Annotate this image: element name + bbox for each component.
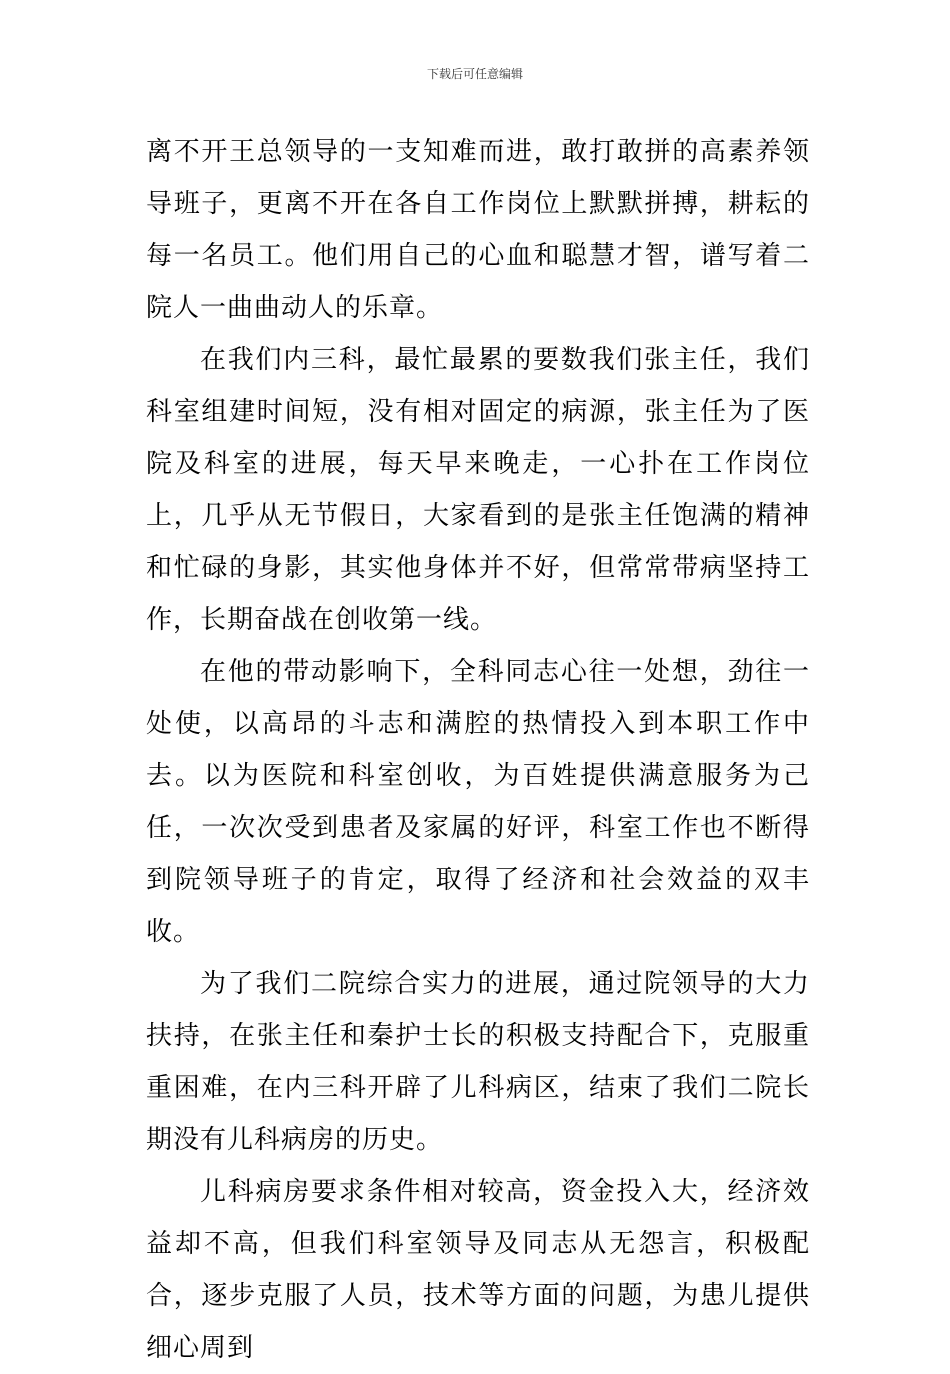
paragraph-3: 在他的带动影响下，全科同志心往一处想，劲往一处使，以高昂的斗志和满腔的热情投入到本职工作中去。以为医院和科室创收，为百姓提供满意服务为己任，一次次受到患者及家属的好评，科室工作也不断得到院领导班子的肯定，取得了经济和社会效益的双丰收。 bbox=[146, 657, 810, 947]
paragraph-5: 儿科病房要求条件相对较高，资金投入大，经济效益却不高，但我们科室领导及同志从无怨言，积极配合，逐步克服了人员，技术等方面的问题，为患儿提供细心周到 bbox=[146, 1177, 810, 1363]
page-header: 下载后可任意编辑 bbox=[426, 67, 523, 81]
paragraph-4: 为了我们二院综合实力的进展，通过院领导的大力扶持，在张主任和秦护士长的积极支持配合下，克服重重困难，在内三科开辟了儿科病区，结束了我们二院长期没有儿科病房的历史。 bbox=[146, 969, 810, 1155]
paragraph-2: 在我们内三科，最忙最累的要数我们张主任，我们科室组建时间短，没有相对固定的病源，张主任为了医院及科室的进展，每天早来晚走，一心扑在工作岗位上，几乎从无节假日，大家看到的是张主任饱满的精神和忙碌的身影，其实他身体并不好，但常常带病坚持工作，长期奋战在创收第一线。 bbox=[146, 345, 810, 635]
paragraph-1: 离不开王总领导的一支知难而进，敢打敢拼的高素养领导班子，更离不开在各自工作岗位上默默拼搏，耕耘的每一名员工。他们用自己的心血和聪慧才智，谱写着二院人一曲曲动人的乐章。 bbox=[146, 137, 810, 323]
document-body bbox=[146, 126, 810, 1374]
